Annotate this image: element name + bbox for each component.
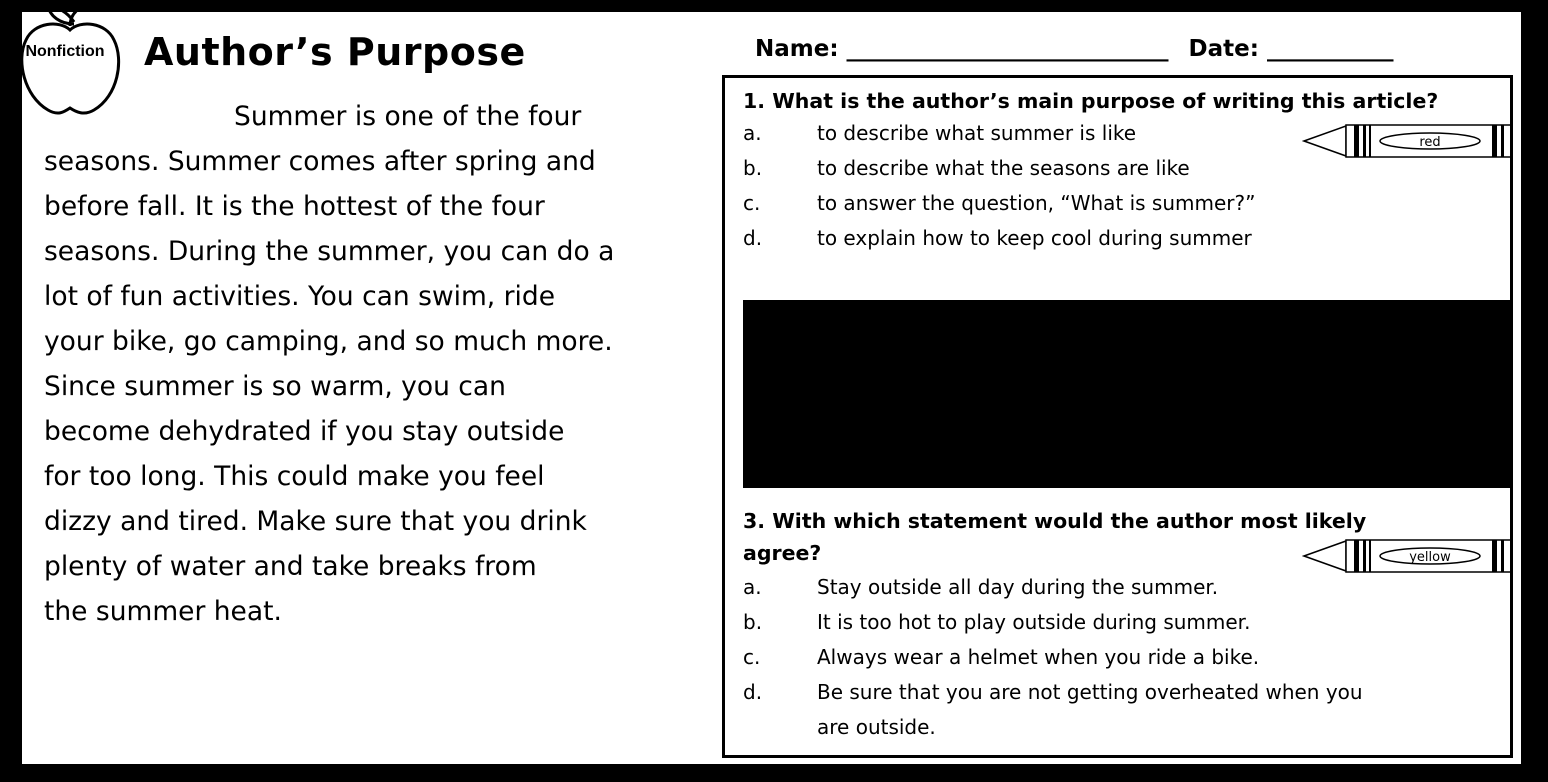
passage-line: the summer heat. [44,596,282,627]
crayon-label: red [1419,135,1441,150]
crayon-label: yellow [1409,550,1451,565]
passage-line: lot of fun activities. You can swim, ride [44,281,556,312]
date-field[interactable]: Date: ___________ [1188,36,1394,62]
passage-line: dizzy and tired. Make sure that you drink [44,506,587,537]
option-3b[interactable]: b. It is too hot to play outside during summer. [743,610,1251,634]
passage-line: Summer is one of the four [234,101,582,132]
question-3-text: 3. With which statement would the author most likely [743,509,1367,533]
name-field[interactable]: Name: ____________________________ [755,36,1169,62]
questions-box [722,75,1513,758]
option-1d[interactable]: d. to explain how to keep cool during summer [743,226,1252,250]
option-3c[interactable]: c. Always wear a helmet when you ride a bike. [743,645,1260,669]
passage-line: seasons. During the summer, you can do a [44,236,615,267]
nonfiction-badge: Nonfiction [25,43,105,60]
passage-line: plenty of water and take breaks from [44,551,537,582]
redacted-block [743,300,1511,488]
page-title: Author’s Purpose [144,30,526,74]
passage-line: your bike, go camping, and so much more. [44,326,613,357]
passage-line: for too long. This could make you feel [44,461,545,492]
option-1b[interactable]: b. to describe what the seasons are like [743,156,1190,180]
question-1-text: 1. What is the author’s main purpose of writing this article? [743,89,1439,113]
worksheet [22,12,1521,764]
question-3-text-cont: agree? [743,541,822,565]
option-3a[interactable]: a. Stay outside all day during the summer. [743,575,1219,599]
passage-line: before fall. It is the hottest of the four [44,191,545,222]
passage-line: seasons. Summer comes after spring and [44,146,596,177]
option-3d[interactable]: d. Be sure that you are not getting overheated when you are outside. [743,680,1363,739]
option-1a[interactable]: a. to describe what summer is like [743,121,1137,145]
crayon-icon [1302,537,1513,575]
reading-passage [44,94,714,634]
option-1c[interactable]: c. to answer the question, “What is summer?” [743,191,1256,215]
passage-line: Since summer is so warm, you can [44,371,506,402]
name-date-bar [755,36,1515,62]
passage-line: become dehydrated if you stay outside [44,416,565,447]
crayon-icon [1302,122,1513,160]
